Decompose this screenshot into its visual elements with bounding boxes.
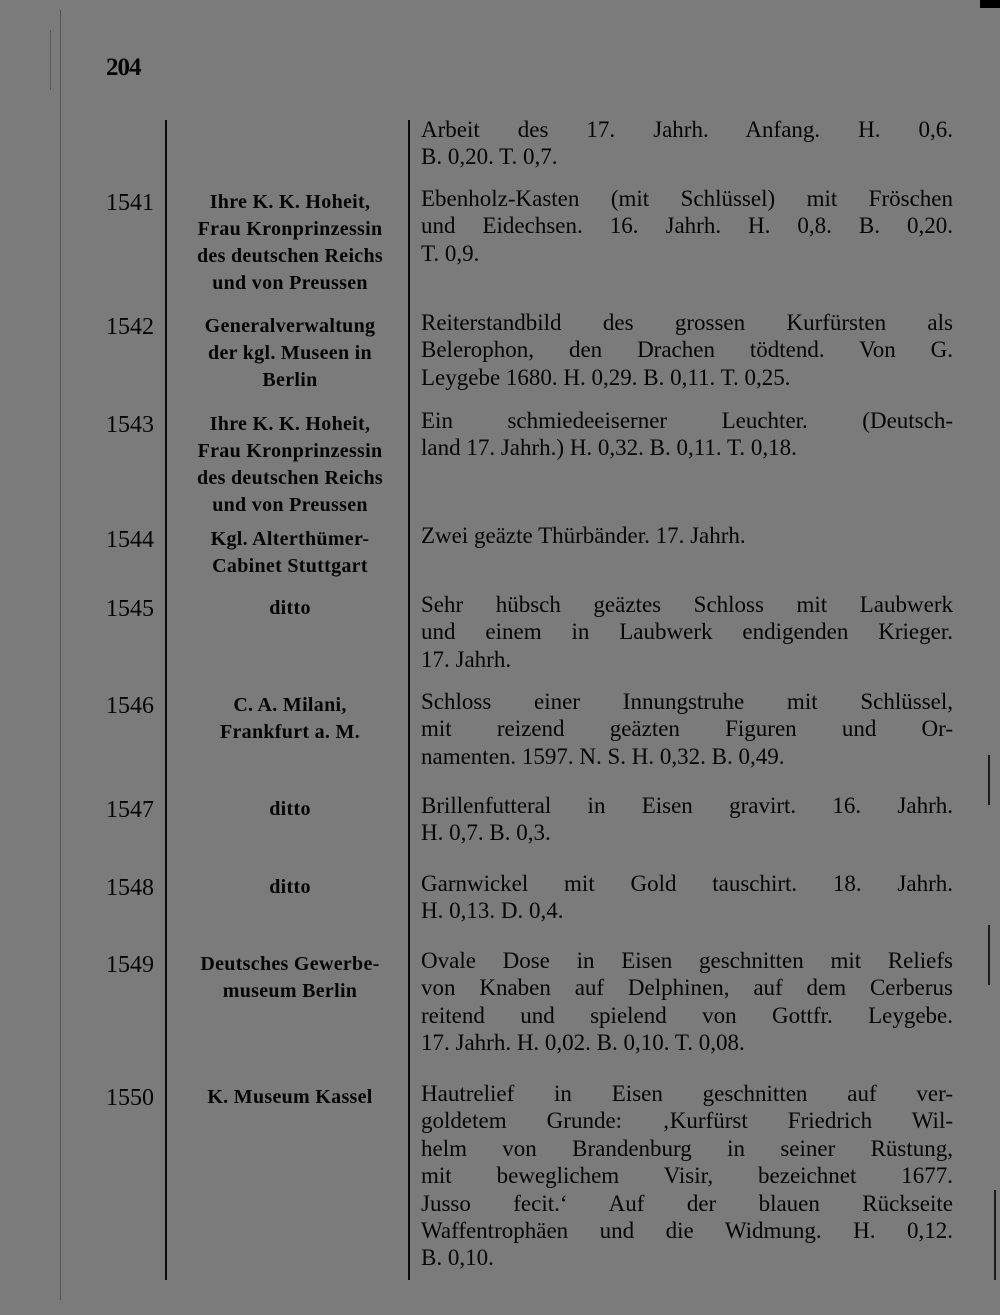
description-line: helm von Brandenburg in seiner Rüstung, bbox=[421, 1135, 953, 1161]
entry-number: 1546 bbox=[106, 693, 154, 719]
entry-description bbox=[421, 688, 953, 770]
owner-line: Frau Kronprinzessin bbox=[197, 440, 383, 462]
entry-number: 1548 bbox=[106, 875, 154, 901]
owner-line: der kgl. Museen in bbox=[208, 342, 372, 364]
owner-line: Cabinet Stuttgart bbox=[212, 555, 368, 577]
description-line: Belerophon, den Drachen tödtend. Von G. bbox=[421, 337, 953, 363]
margin-mark bbox=[988, 755, 990, 805]
description-line: und einem in Laubwerk endigenden Krieger. bbox=[421, 619, 953, 645]
description-line: 17. Jahrh. H. 0,02. B. 0,10. T. 0,08. bbox=[421, 1030, 745, 1056]
description-line: 17. Jahrh. bbox=[421, 646, 512, 672]
entry-description bbox=[421, 947, 953, 1057]
owner-line: Ihre K. K. Hoheit, bbox=[209, 191, 371, 213]
description-line: Hautrelief in Eisen geschnitten auf ver- bbox=[421, 1081, 953, 1106]
entry-description bbox=[421, 185, 953, 267]
owner-line: Deutsches Gewerbe- bbox=[200, 953, 380, 975]
entry-description bbox=[421, 870, 953, 925]
description-line: Sehr hübsch geäztes Schloss mit Laubwerk bbox=[421, 592, 953, 617]
description-line: Jusso fecit.‘ Auf der blauen Rückseite bbox=[421, 1190, 953, 1216]
column-rule-left bbox=[165, 120, 167, 1280]
owner-line: ditto bbox=[269, 876, 311, 898]
owner-line: Kgl. Alterthümer- bbox=[210, 528, 370, 550]
entry-owner bbox=[172, 874, 408, 901]
owner-line: Ihre K. K. Hoheit, bbox=[209, 413, 371, 435]
entry-owner bbox=[172, 796, 408, 823]
entry-owner bbox=[172, 595, 408, 622]
entry-owner bbox=[172, 692, 408, 746]
description-line: Leygebe 1680. H. 0,29. B. 0,11. T. 0,25. bbox=[421, 364, 791, 390]
description-line: Waffentrophäen und die Widmung. H. 0,12. bbox=[421, 1218, 953, 1244]
entry-description bbox=[421, 116, 953, 171]
description-line: goldetem Grunde: ‚Kurfürst Friedrich Wil- bbox=[421, 1108, 953, 1134]
description-line: B. 0,20. T. 0,7. bbox=[421, 144, 558, 170]
description-line: land 17. Jahrh.) H. 0,32. B. 0,11. T. 0,18. bbox=[421, 435, 797, 461]
owner-line: des deutschen Reichs bbox=[196, 245, 383, 267]
description-line: Brillenfutteral in Eisen gravirt. 16. Jahrh. bbox=[421, 793, 953, 818]
entry-owner bbox=[172, 313, 408, 394]
entry-description bbox=[421, 407, 953, 462]
description-line: namenten. 1597. N. S. H. 0,32. B. 0,49. bbox=[421, 743, 785, 769]
owner-line: Frankfurt a. M. bbox=[219, 721, 361, 743]
description-line: und Eidechsen. 16. Jahrh. H. 0,8. B. 0,20. bbox=[421, 213, 953, 239]
description-line: mit reizend geäzten Figuren und Or- bbox=[421, 716, 953, 742]
description-line: Schloss einer Innungstruhe mit Schlüssel, bbox=[421, 689, 953, 714]
entry-description bbox=[421, 1080, 953, 1272]
column-rule-right bbox=[408, 120, 410, 1280]
description-line: Garnwickel mit Gold tauschirt. 18. Jahrh. bbox=[421, 871, 953, 896]
owner-line: C. A. Milani, bbox=[233, 694, 347, 716]
description-line: mit beweglichem Visir, bezeichnet 1677. bbox=[421, 1163, 953, 1189]
entry-description bbox=[421, 309, 953, 391]
entry-description bbox=[421, 792, 953, 847]
entry-description bbox=[421, 591, 953, 673]
owner-line: ditto bbox=[269, 798, 311, 820]
entry-owner bbox=[172, 951, 408, 1005]
entry-number: 1544 bbox=[106, 527, 154, 553]
description-line: reitend und spielend von Gottfr. Leygebe. bbox=[421, 1002, 953, 1028]
entry-number: 1547 bbox=[106, 797, 154, 823]
margin-mark bbox=[988, 925, 990, 985]
description-line: Ein schmiedeeiserner Leuchter. (Deutsch- bbox=[421, 408, 953, 433]
page-number: 204 bbox=[106, 54, 141, 81]
owner-line: ditto bbox=[269, 597, 311, 619]
entry-number: 1541 bbox=[106, 190, 154, 216]
description-line: T. 0,9. bbox=[421, 240, 480, 266]
entry-owner bbox=[172, 526, 408, 580]
margin-mark bbox=[994, 1190, 996, 1280]
owner-line: und von Preussen bbox=[212, 494, 368, 516]
owner-line: und von Preussen bbox=[212, 272, 368, 294]
owner-line: des deutschen Reichs bbox=[196, 467, 383, 489]
entry-owner bbox=[172, 411, 408, 519]
description-line: Ebenholz-Kasten (mit Schlüssel) mit Fröschen bbox=[421, 186, 953, 211]
corner-mark bbox=[980, 0, 1000, 8]
entry-number: 1550 bbox=[106, 1085, 154, 1111]
description-line: H. 0,7. B. 0,3. bbox=[421, 820, 551, 846]
entry-number: 1549 bbox=[106, 952, 154, 978]
owner-line: Frau Kronprinzessin bbox=[197, 218, 383, 240]
entry-number: 1545 bbox=[106, 596, 154, 622]
description-line: B. 0,10. bbox=[421, 1245, 494, 1271]
owner-line: museum Berlin bbox=[222, 980, 358, 1002]
description-line: Reiterstandbild des grossen Kurfürsten als bbox=[421, 310, 953, 335]
description-line: von Knaben auf Delphinen, auf dem Cerberus bbox=[421, 975, 953, 1001]
entry-number: 1542 bbox=[106, 314, 154, 340]
owner-line: Berlin bbox=[262, 369, 318, 391]
description-line: Ovale Dose in Eisen geschnitten mit Reliefs bbox=[421, 948, 953, 973]
page-edge-line bbox=[60, 10, 61, 1300]
entry-owner bbox=[172, 189, 408, 297]
entry-number: 1543 bbox=[106, 412, 154, 438]
owner-line: Generalverwaltung bbox=[204, 315, 376, 337]
entry-description bbox=[421, 522, 953, 549]
entry-owner bbox=[172, 1084, 408, 1111]
description-line: Arbeit des 17. Jahrh. Anfang. H. 0,6. bbox=[421, 117, 953, 142]
description-line: Zwei geäzte Thürbänder. 17. Jahrh. bbox=[421, 523, 746, 548]
owner-line: K. Museum Kassel bbox=[207, 1086, 373, 1108]
description-line: H. 0,13. D. 0,4. bbox=[421, 898, 564, 924]
page-edge-line bbox=[50, 30, 51, 90]
